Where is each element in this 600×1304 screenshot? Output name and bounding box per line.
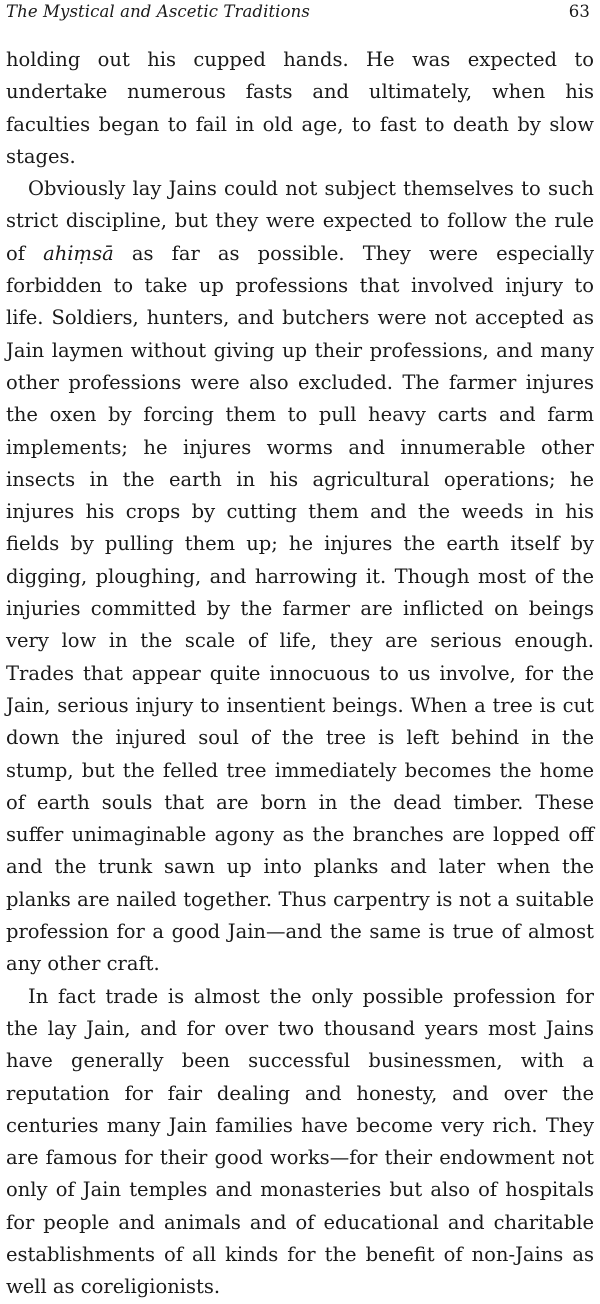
paragraph-1 xyxy=(6,44,594,173)
page-number: 63 xyxy=(568,2,590,21)
running-head-title: The Mystical and Ascetic Traditions xyxy=(6,2,310,21)
body-text xyxy=(6,44,594,1304)
paragraph-2-text-before: Obviously lay Jains could not subject themselves to such strict discipline, but they were expected to follow the rule of xyxy=(6,177,594,265)
paragraph-2 xyxy=(6,173,594,980)
paragraph-1-text: holding out his cupped hands. He was expected to undertake numerous fasts and ultimately, when his faculties began to fail in old age, to fast to death by slow stages. xyxy=(6,48,594,168)
paragraph-2-text-after: as far as possible. They were especially forbidden to take up professions that involved injury to life. Soldiers, hunters, and butchers were not accepted as Jain laymen without giving up their professions, and many other professions were also excluded. The farmer injures the oxen by forcing them to pull heavy carts and farm implements; he injures worms and innumerable other insects in the earth in his agricultural operations; he injures his crops by cutting them and the weeds in his fields by pulling them up; he injures the earth itself by digging, ploughing, and harrowing it. Though most of the injuries committed by the farmer are inflicted on beings very low in the scale of life, they are serious enough. Trades that appear quite innocuous to us involve, for the Jain, serious injury to insentient beings. When a tree is cut down the injured soul of the tree is left behind in the stump, but the felled tree immediately becomes the home of earth souls that are born in the dead timber. These suffer unimaginable agony as the branches are lopped off and the trunk sawn up into planks and later when the planks are nailed together. Thus carpentry is not a suitable profession for a good Jain—and the same is true of almost any other craft. xyxy=(6,241,595,976)
term-ahimsa: ahiṃsā xyxy=(43,241,114,265)
paragraph-3-text: In fact trade is almost the only possible profession for the lay Jain, and for over two thousand years most Jains have generally been successful businessmen, with a reputation for fair dealing and honesty, and over the centuries many Jain families have become very rich. They are famous for their good works—for their endowment not only of Jain temples and monasteries but also of hospitals for people and animals and of educational and charitable establishments of all kinds for the benefit of non-Jains as well as coreligionists. xyxy=(6,984,594,1299)
running-head xyxy=(6,2,594,28)
paragraph-3 xyxy=(6,981,594,1304)
